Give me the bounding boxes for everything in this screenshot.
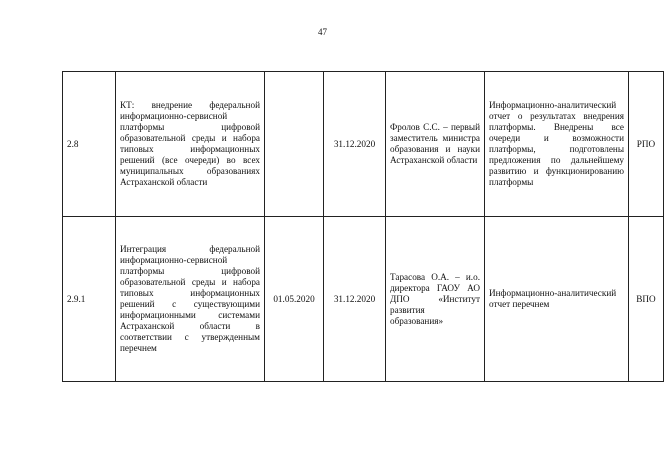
item-name: Интеграция федеральной информационно-сервисной платформы цифровой образовательной среды и набора типовых информационных решений с существующими информационными системами Астраханской области в соответствии с утвержденным перечнем xyxy=(116,217,265,382)
result-description: Информационно-аналитический отчет о результатах внедрения платформы. Внедрены все очереди и возможности платформы, подготовлены предложения по дальнейшему развитию и функционированию платформы xyxy=(485,72,629,217)
item-number: 2.8 xyxy=(63,72,116,217)
event-type: ВПО xyxy=(629,217,664,382)
responsible-person: Фролов С.С. – первый заместитель министра образования и науки Астраханской области xyxy=(386,72,485,217)
start-date xyxy=(265,72,324,217)
plan-table xyxy=(62,71,664,382)
end-date: 31.12.2020 xyxy=(324,217,386,382)
table-row xyxy=(63,72,664,217)
item-name: КТ: внедрение федеральной информационно-сервисной платформы цифровой образовательной среды и набора типовых информационных решений (все очереди) во всех муниципальных образованиях Астраханской области xyxy=(116,72,265,217)
page-number: 47 xyxy=(318,27,327,37)
event-type: РПО xyxy=(629,72,664,217)
end-date: 31.12.2020 xyxy=(324,72,386,217)
start-date: 01.05.2020 xyxy=(265,217,324,382)
responsible-person: Тарасова О.А. – и.о. директора ГАОУ АО ДПО «Институт развития образования» xyxy=(386,217,485,382)
table-row xyxy=(63,217,664,382)
result-description: Информационно-аналитический отчет перечнем xyxy=(485,217,629,382)
item-number: 2.9.1 xyxy=(63,217,116,382)
